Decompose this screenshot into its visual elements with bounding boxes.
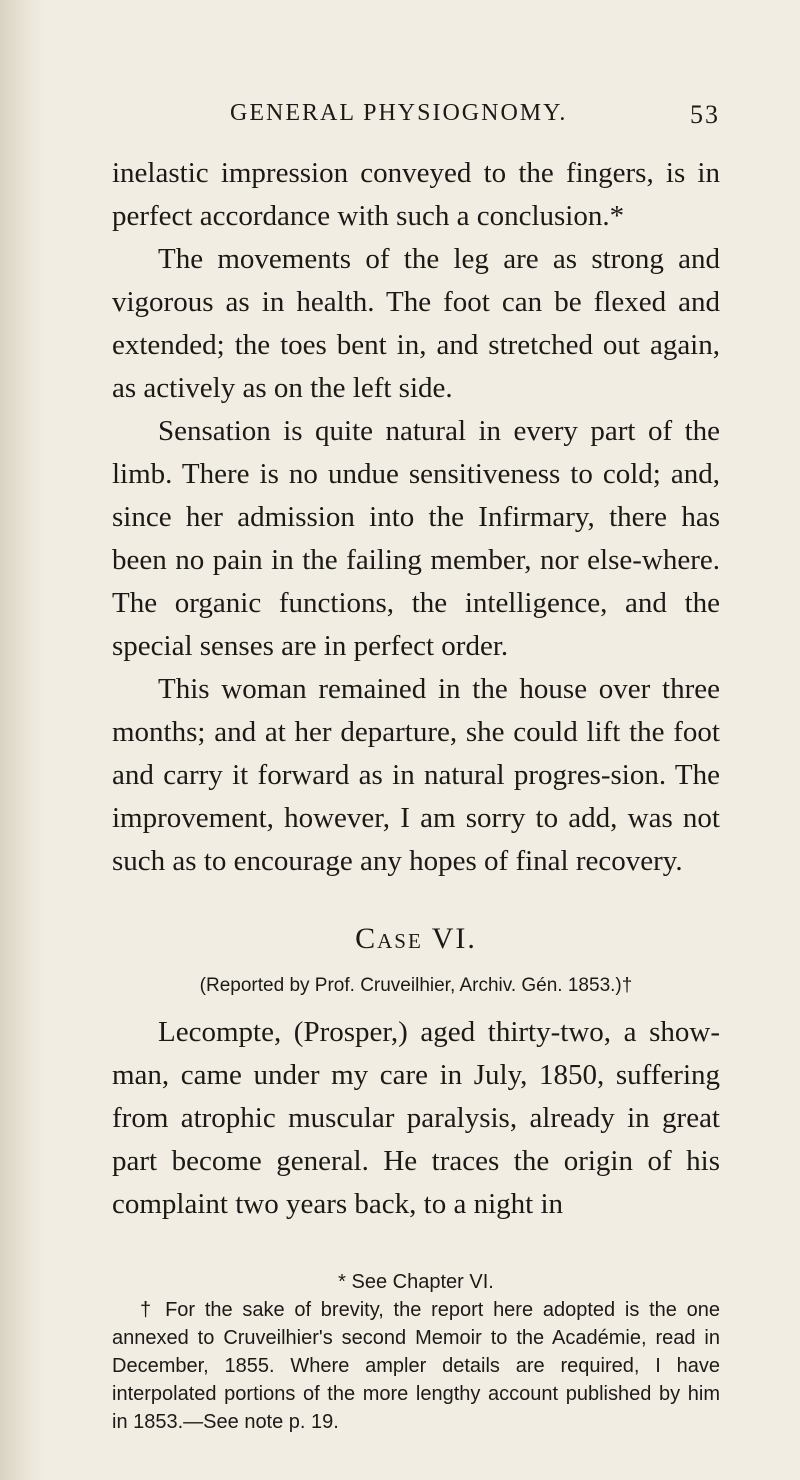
case-paragraph: Lecompte, (Prosper,) aged thirty-two, a show-man, came under my care in July, 1850, suffering from atrophic muscular paralysis, already in great part become general. He traces the origin of his complaint two years back, to a night in xyxy=(112,1016,720,1220)
paragraph: The movements of the leg are as strong and vigorous as in health. The foot can be flexed and extended; the toes bent in, and stretched out again, as actively as on the left side. xyxy=(112,243,720,404)
paragraph: This woman remained in the house over three months; and at her departure, she could lift the foot and carry it forward as in natural progres-sion. The improvement, however, I am sorry to add, was not such as to encourage any hopes of final recovery. xyxy=(112,673,720,877)
report-note: (Reported by Prof. Cruveilhier, Archiv. Gén. 1853.)† xyxy=(199,975,633,996)
case-heading: Case VI. xyxy=(355,922,477,955)
page-number: 53 xyxy=(690,100,720,129)
paragraph: Sensation is quite natural in every part of the limb. There is no undue sensitiveness to cold; and, since her admission into the Infirmary, there has been no pain in the failing member, nor else-where. The organic functions, the intelligence, and the special senses are in perfect order. xyxy=(112,415,720,662)
footnote: * See Chapter VI. xyxy=(338,1271,494,1293)
page-edge-shadow xyxy=(0,0,46,1480)
footnote: † For the sake of brevity, the report here adopted is the one annexed to Cruveilhier's second Memoir to the Académie, read in December, 1855. Where ampler details are required, I have interpolated portions of the more lengthy account published by him in 1853.—See note p. 19. xyxy=(112,1299,720,1433)
running-title: GENERAL PHYSIOGNOMY. xyxy=(230,100,568,126)
footnotes xyxy=(112,1268,720,1436)
paragraph: inelastic impression conveyed to the fingers, is in perfect accordance with such a conclusion.* xyxy=(112,157,720,232)
body-text xyxy=(112,152,720,1226)
